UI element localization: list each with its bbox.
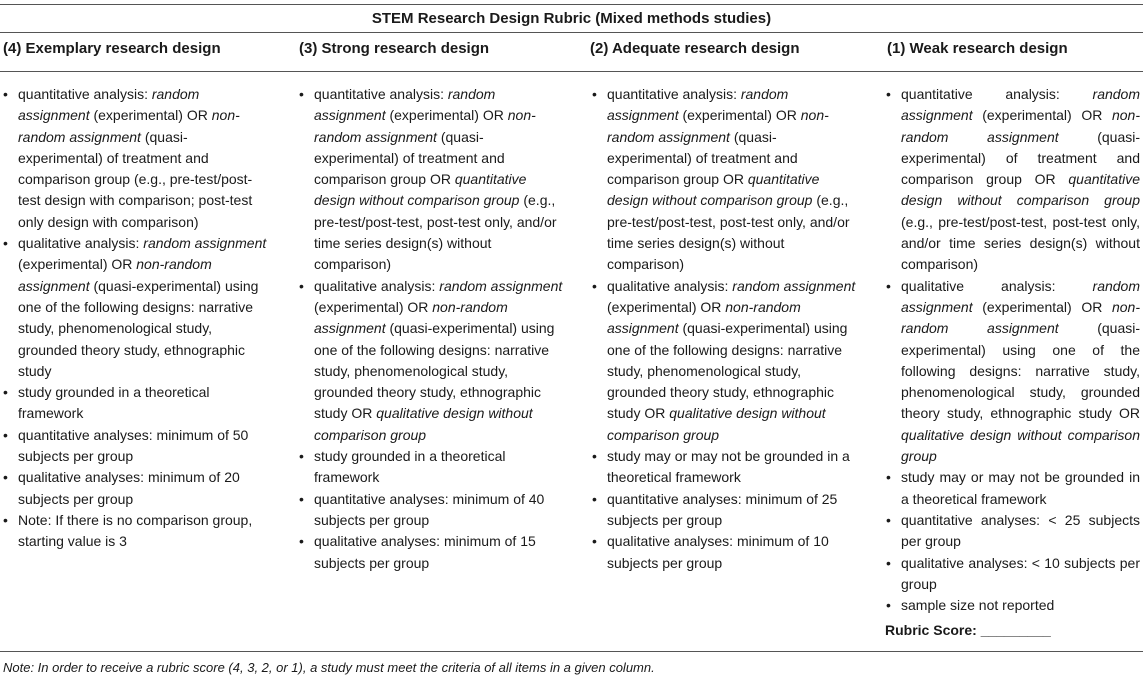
criteria-text-run: study may or may not be grounded in a theoretical framework	[901, 469, 1140, 507]
criteria-text-italic: random assignment	[143, 235, 267, 252]
criteria-text-italic: random assignment	[607, 86, 789, 124]
table-top-rule	[0, 4, 1143, 5]
criteria-text-run: qualitative analysis:	[607, 277, 733, 294]
criteria-text-run: quantitative analyses: minimum of 50 subjects per group	[18, 426, 249, 465]
criteria-text	[18, 86, 252, 230]
criteria-text-run: study grounded in a theoretical framework	[18, 384, 210, 422]
bullet-icon: •	[3, 384, 8, 401]
bullet-icon: •	[3, 511, 8, 528]
criteria-text-run: (experimental) OR	[89, 107, 212, 124]
criteria-text	[901, 84, 1140, 276]
criteria-text	[607, 491, 837, 528]
criteria-text-run: (e.g., pre-test/post-test, post-test only, and/or time series design(s) without comparison)	[607, 192, 850, 273]
bullet-icon: •	[3, 469, 8, 486]
criteria-text-italic: non-random assignment	[18, 107, 240, 145]
bullet-icon: •	[592, 490, 597, 507]
criteria-text-italic: qualitative design without comparison group	[314, 405, 533, 443]
criteria-text-italic: quantitative design without comparison group	[901, 171, 1140, 209]
criteria-text-italic: quantitative design without comparison group	[314, 171, 527, 209]
bullet-icon: •	[3, 426, 8, 443]
criteria-text	[314, 86, 557, 272]
criteria-item	[0, 425, 270, 468]
criteria-list	[883, 84, 1140, 616]
criteria-text-run: qualitative analyses: minimum of 20 subjects per group	[18, 469, 240, 507]
criteria-item	[589, 489, 857, 532]
criteria-text-run: qualitative analyses: < 10 subjects per group	[901, 554, 1140, 592]
column-adequate	[589, 84, 857, 574]
criteria-text-run: (experimental) OR	[607, 298, 726, 315]
criteria-text	[901, 467, 1140, 510]
criteria-item	[883, 467, 1140, 510]
criteria-text-run: (experimental) OR	[385, 107, 508, 124]
criteria-text	[314, 491, 544, 528]
bullet-icon: •	[886, 511, 891, 528]
criteria-text-run: (experimental) OR	[972, 107, 1112, 124]
criteria-text-run: (quasi-experimental) of treatment and comparison group (e.g., pre-test/post-test design with comparison; post-test only design with comparison)	[18, 128, 253, 230]
bullet-icon: •	[299, 448, 304, 465]
bullet-icon: •	[299, 490, 304, 507]
criteria-text	[607, 278, 855, 443]
criteria-text-run: qualitative analyses: minimum of 15 subjects per group	[314, 533, 536, 571]
criteria-item	[883, 84, 1140, 276]
bullet-icon: •	[592, 86, 597, 102]
criteria-text-run: (experimental) OR	[314, 298, 433, 315]
criteria-text	[314, 448, 505, 485]
criteria-text-run: (experimental) OR	[972, 298, 1112, 315]
column-heading-weak: (1) Weak research design	[887, 40, 1068, 57]
title-divider	[0, 32, 1143, 33]
criteria-item	[296, 84, 564, 276]
criteria-text-run: Note: If there is no comparison group, starting value is 3	[18, 511, 253, 550]
bullet-icon: •	[886, 597, 891, 614]
bullet-icon: •	[886, 86, 891, 102]
criteria-text-run: quantitative analysis:	[901, 86, 1093, 102]
criteria-text-run: (quasi-experimental) of treatment and comparison group OR	[314, 128, 505, 188]
criteria-text	[901, 510, 1140, 553]
criteria-text-italic: qualitative design without comparison group	[901, 426, 1140, 465]
bullet-icon: •	[592, 448, 597, 465]
criteria-item	[883, 595, 1140, 616]
column-strong	[296, 84, 564, 574]
criteria-item	[296, 489, 564, 532]
criteria-text-italic: non-random assignment	[607, 298, 801, 337]
criteria-text-run: (experimental) OR	[678, 107, 801, 124]
criteria-text	[607, 86, 850, 272]
criteria-text-italic: non-random assignment	[314, 107, 536, 145]
criteria-item	[296, 531, 564, 574]
criteria-text-run: quantitative analysis:	[18, 86, 152, 102]
bullet-icon: •	[299, 277, 304, 294]
table-title: STEM Research Design Rubric (Mixed methods studies)	[371, 10, 772, 27]
rubric-score-field: Rubric Score: _________	[885, 622, 1051, 639]
criteria-text-italic: random assignment	[18, 86, 200, 124]
criteria-text-run: (quasi-experimental) using one of the following designs: narrative study, phenomenological study, grounded theory study, ethnographic study	[18, 277, 259, 379]
criteria-text-run: study grounded in a theoretical framework	[314, 448, 506, 486]
criteria-text-italic: qualitative design without comparison group	[607, 405, 826, 443]
criteria-text-run: (quasi-experimental) using one of the following designs: narrative study, phenomenological study, grounded theory study, ethnographic study OR	[314, 320, 555, 422]
criteria-text-italic: random assignment	[901, 277, 1140, 315]
column-weak	[883, 84, 1140, 642]
criteria-text	[18, 427, 248, 464]
criteria-item	[0, 382, 270, 425]
criteria-text-run: qualitative analysis:	[901, 277, 1093, 294]
criteria-text	[901, 553, 1140, 596]
bullet-icon: •	[886, 554, 891, 571]
criteria-item	[0, 510, 270, 553]
criteria-text-run: quantitative analyses: minimum of 40 subjects per group	[314, 490, 545, 528]
bullet-icon: •	[592, 533, 597, 550]
criteria-text-run: (quasi-experimental) using one of the following designs: narrative study, phenomenological study, grounded theory study, ethnographic study OR	[607, 320, 848, 422]
criteria-text-run: quantitative analyses: minimum of 25 subjects per group	[607, 490, 838, 528]
criteria-item	[589, 446, 857, 489]
criteria-item	[296, 446, 564, 489]
bullet-icon: •	[299, 86, 304, 102]
criteria-item	[0, 233, 270, 382]
criteria-text	[18, 384, 209, 421]
criteria-item	[296, 276, 564, 446]
criteria-text-run: study may or may not be grounded in a theoretical framework	[607, 448, 850, 486]
criteria-text	[607, 533, 829, 570]
criteria-item	[883, 553, 1140, 596]
criteria-text-italic: non-random assignment	[18, 256, 212, 294]
bullet-icon: •	[299, 533, 304, 550]
criteria-text-run: quantitative analyses: < 25 subjects per group	[901, 511, 1140, 550]
criteria-item	[589, 84, 857, 276]
criteria-text-italic: non-random assignment	[607, 107, 829, 145]
criteria-list	[589, 84, 857, 574]
criteria-text-run: (quasi-experimental) using one of the following designs: narrative study, phenomenological study, grounded theory study, ethnographic study OR	[901, 320, 1141, 422]
criteria-text	[18, 469, 240, 506]
criteria-item	[0, 84, 270, 233]
bullet-icon: •	[886, 469, 891, 486]
criteria-text-run: (experimental) OR	[18, 256, 137, 273]
criteria-text-run: (e.g., pre-test/post-test, post-test only, and/or time series design(s) without comparison)	[901, 213, 1140, 273]
column-heading-exemplary: (4) Exemplary research design	[3, 40, 221, 57]
criteria-item	[0, 467, 270, 510]
criteria-list	[0, 84, 270, 553]
criteria-text-run: sample size not reported	[901, 597, 1055, 614]
criteria-text-run: (quasi-experimental) of treatment and comparison group OR	[607, 128, 798, 188]
criteria-text-italic: random assignment	[439, 277, 563, 294]
criteria-text	[18, 512, 252, 549]
criteria-text-run: quantitative analysis:	[607, 86, 741, 102]
criteria-text-run: quantitative analysis:	[314, 86, 448, 102]
criteria-text-run: (quasi-experimental) of treatment and comparison group OR	[901, 128, 1141, 188]
criteria-text-italic: quantitative design without comparison group	[607, 171, 820, 209]
bullet-icon: •	[886, 277, 891, 294]
criteria-text-italic: non-random assignment	[901, 298, 1140, 337]
criteria-text-run: qualitative analysis:	[314, 277, 440, 294]
bullet-icon: •	[3, 235, 8, 252]
criteria-text	[901, 276, 1140, 468]
criteria-text	[901, 595, 1140, 616]
criteria-item	[589, 531, 857, 574]
criteria-text-run: (e.g., pre-test/post-test, post-test only, and/or time series design(s) without comparison)	[314, 192, 557, 273]
criteria-item	[589, 276, 857, 446]
criteria-list	[296, 84, 564, 574]
criteria-text	[314, 533, 536, 570]
bullet-icon: •	[592, 277, 597, 294]
criteria-text	[314, 278, 562, 443]
table-bottom-rule	[0, 651, 1143, 652]
criteria-text-italic: random assignment	[314, 86, 496, 124]
criteria-text-italic: non-random assignment	[901, 107, 1140, 145]
criteria-item	[883, 510, 1140, 553]
criteria-text-italic: random assignment	[901, 86, 1140, 124]
criteria-text-run: qualitative analyses: minimum of 10 subjects per group	[607, 533, 829, 571]
column-exemplary	[0, 84, 270, 553]
criteria-text-italic: non-random assignment	[314, 298, 508, 337]
table-footnote: Note: In order to receive a rubric score (4, 3, 2, or 1), a study must meet the criteria of all items in a given column.	[3, 660, 655, 675]
column-heading-adequate: (2) Adequate research design	[590, 40, 800, 57]
criteria-text	[18, 235, 266, 379]
criteria-text-run: qualitative analysis:	[18, 235, 144, 252]
header-divider	[0, 71, 1143, 72]
criteria-text	[607, 448, 850, 485]
criteria-text-italic: random assignment	[732, 277, 856, 294]
column-heading-strong: (3) Strong research design	[299, 40, 490, 57]
criteria-item	[883, 276, 1140, 468]
bullet-icon: •	[3, 86, 8, 102]
